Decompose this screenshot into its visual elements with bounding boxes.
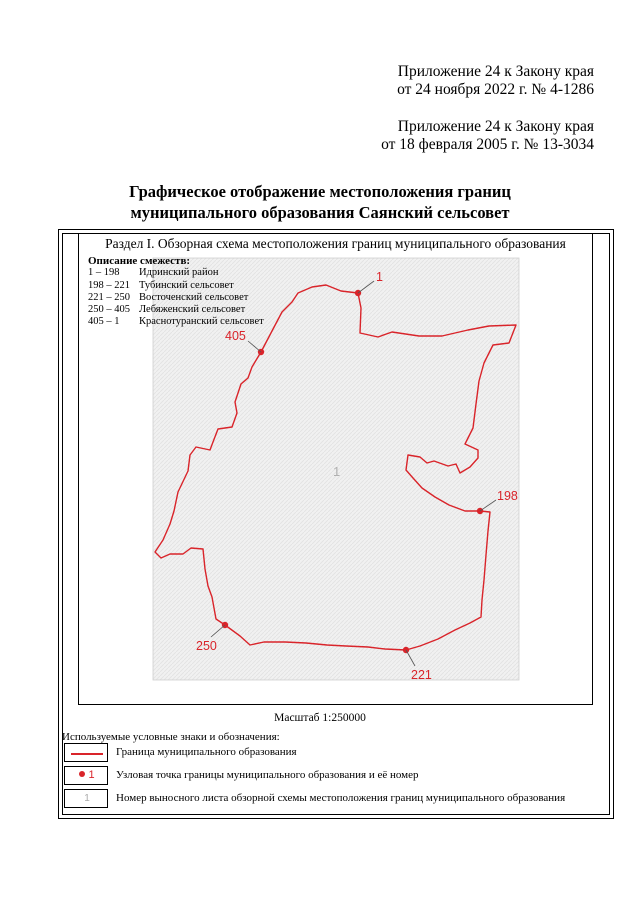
title-line-2: муниципального образования Саянский сельсовет — [130, 203, 510, 222]
adjacency-row — [88, 280, 264, 292]
header-line-1: Приложение 24 к Закону края — [397, 63, 594, 80]
adjacency-range: 405 – 1 — [88, 316, 120, 328]
title-line-1: Графическое отображение местоположения границ — [129, 182, 511, 201]
adjacency-range: 1 – 198 — [88, 267, 120, 279]
adjacency-row — [88, 316, 264, 328]
node-label-405: 405 — [225, 329, 246, 343]
adjacency-row — [88, 292, 264, 304]
adjacency-description — [88, 255, 264, 329]
legend-symbol-box — [64, 743, 108, 762]
legend-text: Граница муниципального образования — [116, 746, 297, 758]
legend-text: Номер выносного листа обзорной схемы местоположения границ муниципального образования — [116, 792, 566, 804]
sheet-number-icon: 1 — [84, 793, 90, 804]
header-line-4: от 18 февраля 2005 г. № 13-3034 — [381, 136, 594, 153]
map-sheet-number: 1 — [333, 464, 341, 479]
legend-symbol-box — [64, 766, 108, 785]
adjacency-name: Восточенский сельсовет — [139, 291, 249, 303]
adjacency-name: Лебяженский сельсовет — [139, 304, 246, 316]
section-title: Раздел I. Обзорная схема местоположения границ муниципального образования — [105, 236, 566, 251]
header-line-3: Приложение 24 к Закону края — [397, 118, 594, 135]
header-line-2: от 24 ноября 2022 г. № 4-1286 — [397, 81, 594, 98]
adjacency-range: 198 – 221 — [88, 279, 130, 291]
boundary-line-icon — [71, 753, 103, 755]
adjacency-range: 250 – 405 — [88, 304, 130, 316]
adjacency-name: Идринский район — [139, 267, 219, 279]
adjacency-range: 221 – 250 — [88, 291, 130, 303]
node-label-221: 221 — [411, 668, 432, 682]
map-scale: Масштаб 1:250000 — [274, 712, 366, 724]
adjacency-name: Тубинский сельсовет — [139, 279, 234, 291]
adjacency-name: Краснотуранский сельсовет — [139, 316, 264, 328]
node-label-250: 250 — [196, 639, 217, 653]
legend-symbol-box — [64, 789, 108, 808]
legend-title: Используемые условные знаки и обозначения: — [62, 731, 280, 743]
legend-text: Узловая точка границы муниципального образования и её номер — [116, 769, 419, 781]
node-sample-number: 1 — [88, 769, 95, 781]
adjacency-title: Описание смежеств: — [88, 255, 191, 267]
node-point-icon — [65, 769, 109, 781]
node-label-198: 198 — [497, 489, 518, 503]
node-label-1: 1 — [376, 270, 383, 284]
adjacency-row — [88, 304, 264, 316]
adjacency-row — [88, 267, 264, 279]
